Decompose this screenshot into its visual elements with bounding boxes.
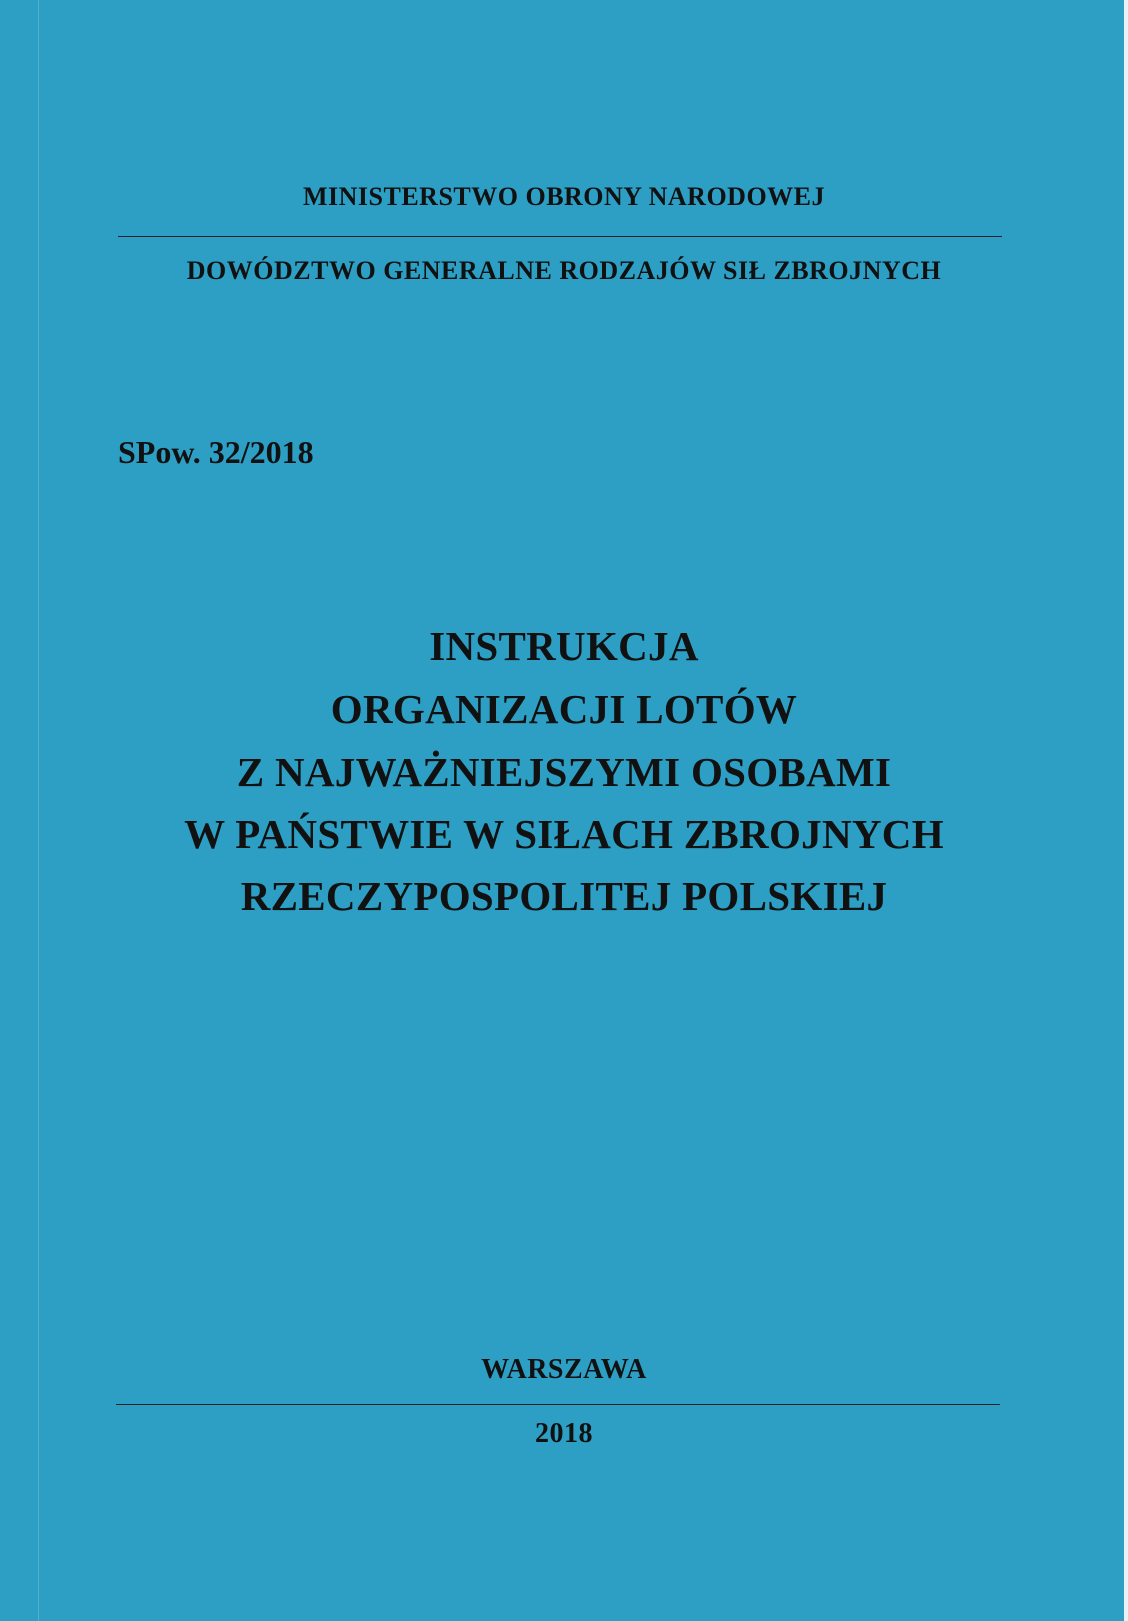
- title-line: Z NAJWAŻNIEJSZYMI OSOBAMI: [236, 749, 892, 795]
- ministry-name: MINISTERSTWO OBRONY NARODOWEJ: [302, 182, 826, 211]
- title-line: ORGANIZACJI LOTÓW: [330, 686, 798, 732]
- document-code: SPow. 32/2018: [118, 434, 314, 470]
- footer-divider: [116, 1404, 1000, 1405]
- title-line: W PAŃSTWIE W SIŁACH ZBROJNYCH: [184, 811, 944, 857]
- title-line: RZECZYPOSPOLITEJ POLSKIEJ: [240, 873, 888, 919]
- command-name: DOWÓDZTWO GENERALNE RODZAJÓW SIŁ ZBROJNYCH: [186, 256, 942, 285]
- title-line: INSTRUKCJA: [429, 623, 699, 669]
- publication-year: 2018: [535, 1418, 593, 1449]
- publication-city: WARSZAWA: [481, 1354, 647, 1385]
- header-divider: [118, 236, 1002, 237]
